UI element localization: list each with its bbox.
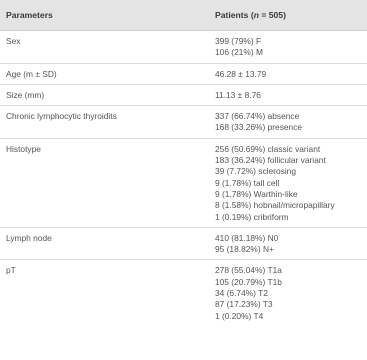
row-value: 9 (1.78%) Warthin-like <box>215 188 298 199</box>
row-label: Age (m ± SD) <box>6 68 57 79</box>
header-patients: Patients (n = 505) <box>215 10 286 20</box>
row-label: Histotype <box>6 143 41 154</box>
row-value: 168 (33.26%) presence <box>215 122 303 133</box>
row-value: 106 (21%) M <box>215 47 263 58</box>
table-row-histotype <box>0 139 367 228</box>
row-label: Lymph node <box>6 232 52 243</box>
header-n: n <box>253 10 259 20</box>
row-values <box>215 69 367 80</box>
row-value: 105 (20.79%) T1b <box>215 276 282 287</box>
row-value: 1 (0.19%) cribriform <box>215 211 289 222</box>
row-label: pT <box>6 265 16 276</box>
table-header <box>0 0 367 31</box>
row-value: 183 (36.24%) follicular variant <box>215 155 326 166</box>
table-row-size <box>0 85 367 106</box>
row-value: 9 (1.78%) tall cell <box>215 177 280 188</box>
row-value: 278 (55.04%) T1a <box>215 265 282 276</box>
row-value: 8 (1.58%) hobnail/micropapillary <box>215 200 335 211</box>
row-value: 410 (81.18%) N0 <box>215 232 279 243</box>
row-values <box>215 265 367 321</box>
row-values <box>215 90 367 101</box>
table-row-pt <box>0 260 367 325</box>
row-value: 46.28 ± 13.79 <box>215 68 267 79</box>
row-values <box>215 233 367 256</box>
table-row-sex <box>0 31 367 64</box>
row-value: 95 (18.82%) N+ <box>215 244 274 255</box>
table-row-thyroiditis <box>0 106 367 139</box>
row-label: Size (mm) <box>6 89 45 100</box>
header-parameters: Parameters <box>6 10 53 20</box>
row-value: 256 (50.69%) classic variant <box>215 143 321 154</box>
row-label: Sex <box>6 36 21 46</box>
row-values <box>215 144 367 223</box>
table-row-age <box>0 64 367 85</box>
row-value: 87 (17.23%) T3 <box>215 299 273 310</box>
row-value: 39 (7.72%) sclerosing <box>215 166 296 177</box>
row-values <box>215 111 367 134</box>
row-value: 337 (66.74%) absence <box>215 111 300 122</box>
row-value: 1 (0.20%) T4 <box>215 310 264 321</box>
row-values <box>215 36 367 59</box>
row-label: Chronic lymphocytic thyroidits <box>6 111 117 122</box>
row-value: 399 (79%) F <box>215 36 262 46</box>
row-value: 11.13 ± 8.76 <box>215 89 261 100</box>
row-value: 34 (6.74%) T2 <box>215 288 268 299</box>
table-row-lymph-node <box>0 228 367 261</box>
